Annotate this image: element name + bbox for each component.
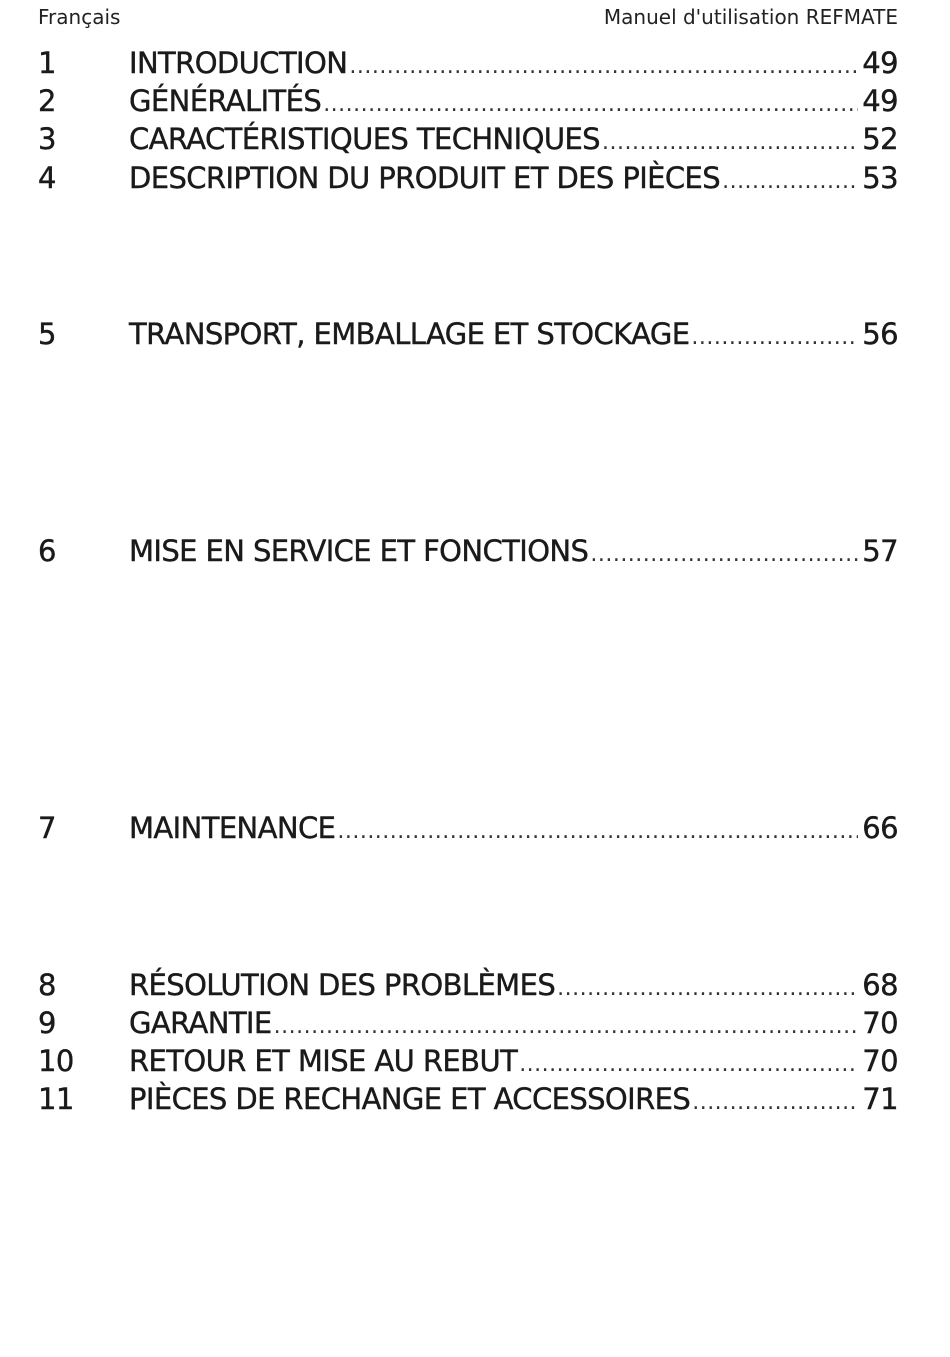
toc-dot-leader — [349, 48, 858, 86]
toc-entry-number: 7 — [38, 811, 56, 845]
toc-entry-page: 71 — [862, 1082, 898, 1116]
toc-entry-pieces-rechange[interactable] — [38, 1080, 898, 1118]
toc-entry-page: 57 — [862, 534, 898, 568]
toc-entry-title: MISE EN SERVICE ET FONCTIONS — [129, 534, 589, 568]
toc-entry-title: TRANSPORT, EMBALLAGE ET STOCKAGE — [129, 317, 690, 351]
toc-entry-page: 49 — [862, 46, 898, 80]
toc-dot-leader — [337, 813, 858, 851]
toc-entry-number: 3 — [38, 122, 56, 156]
toc-entry-retour-rebut[interactable] — [38, 1042, 898, 1080]
toc-entry-number: 2 — [38, 84, 56, 118]
toc-entry-title: CARACTÉRISTIQUES TECHNIQUES — [129, 122, 600, 156]
toc-entry-title: GARANTIE — [129, 1006, 272, 1040]
toc-entry-number: 11 — [38, 1082, 74, 1116]
toc-entry-title: DESCRIPTION DU PRODUIT ET DES PIÈCES — [129, 161, 721, 195]
toc-dot-leader — [519, 1046, 858, 1084]
toc-entry-description-produit[interactable] — [38, 159, 898, 197]
toc-entry-page: 68 — [862, 968, 898, 1002]
toc-entry-transport[interactable] — [38, 315, 898, 353]
header-manual-title: Manuel d'utilisation REFMATE — [603, 5, 898, 29]
toc-entry-page: 70 — [862, 1044, 898, 1078]
toc-entry-mise-en-service[interactable] — [38, 532, 898, 570]
toc-entry-title: MAINTENANCE — [129, 811, 336, 845]
toc-entry-title: GÉNÉRALITÉS — [129, 84, 322, 118]
toc-entry-page: 53 — [862, 161, 898, 195]
toc-entry-title: RETOUR ET MISE AU REBUT — [129, 1044, 518, 1078]
toc-entry-title: PIÈCES DE RECHANGE ET ACCESSOIRES — [129, 1082, 691, 1116]
toc-entry-number: 10 — [38, 1044, 74, 1078]
toc-dot-leader — [590, 536, 858, 574]
toc-entry-generalites[interactable] — [38, 82, 898, 120]
toc-entry-page: 49 — [862, 84, 898, 118]
toc-entry-page: 52 — [862, 122, 898, 156]
toc-dot-leader — [722, 163, 858, 201]
toc-entry-number: 6 — [38, 534, 56, 568]
toc-dot-leader — [692, 1084, 858, 1122]
header-language: Français — [38, 5, 121, 29]
toc-entry-title: RÉSOLUTION DES PROBLÈMES — [129, 968, 556, 1002]
toc-dot-leader — [602, 124, 858, 162]
toc-entry-garantie[interactable] — [38, 1004, 898, 1042]
toc-dot-leader — [557, 970, 858, 1008]
toc-entry-number: 5 — [38, 317, 56, 351]
toc-entry-number: 8 — [38, 968, 56, 1002]
toc-entry-number: 9 — [38, 1006, 56, 1040]
toc-dot-leader — [691, 319, 858, 357]
toc-entry-caracteristiques-techniques[interactable] — [38, 120, 898, 158]
toc-entry-page: 56 — [862, 317, 898, 351]
toc-entry-title: INTRODUCTION — [129, 46, 348, 80]
toc-entry-maintenance[interactable] — [38, 809, 898, 847]
toc-dot-leader — [274, 1008, 859, 1046]
toc-entry-page: 70 — [862, 1006, 898, 1040]
toc-entry-page: 66 — [862, 811, 898, 845]
toc-entry-introduction[interactable] — [38, 44, 898, 82]
toc-entry-number: 4 — [38, 161, 56, 195]
toc-dot-leader — [323, 86, 858, 124]
toc-entry-number: 1 — [38, 46, 56, 80]
toc-entry-resolution-problemes[interactable] — [38, 966, 898, 1004]
